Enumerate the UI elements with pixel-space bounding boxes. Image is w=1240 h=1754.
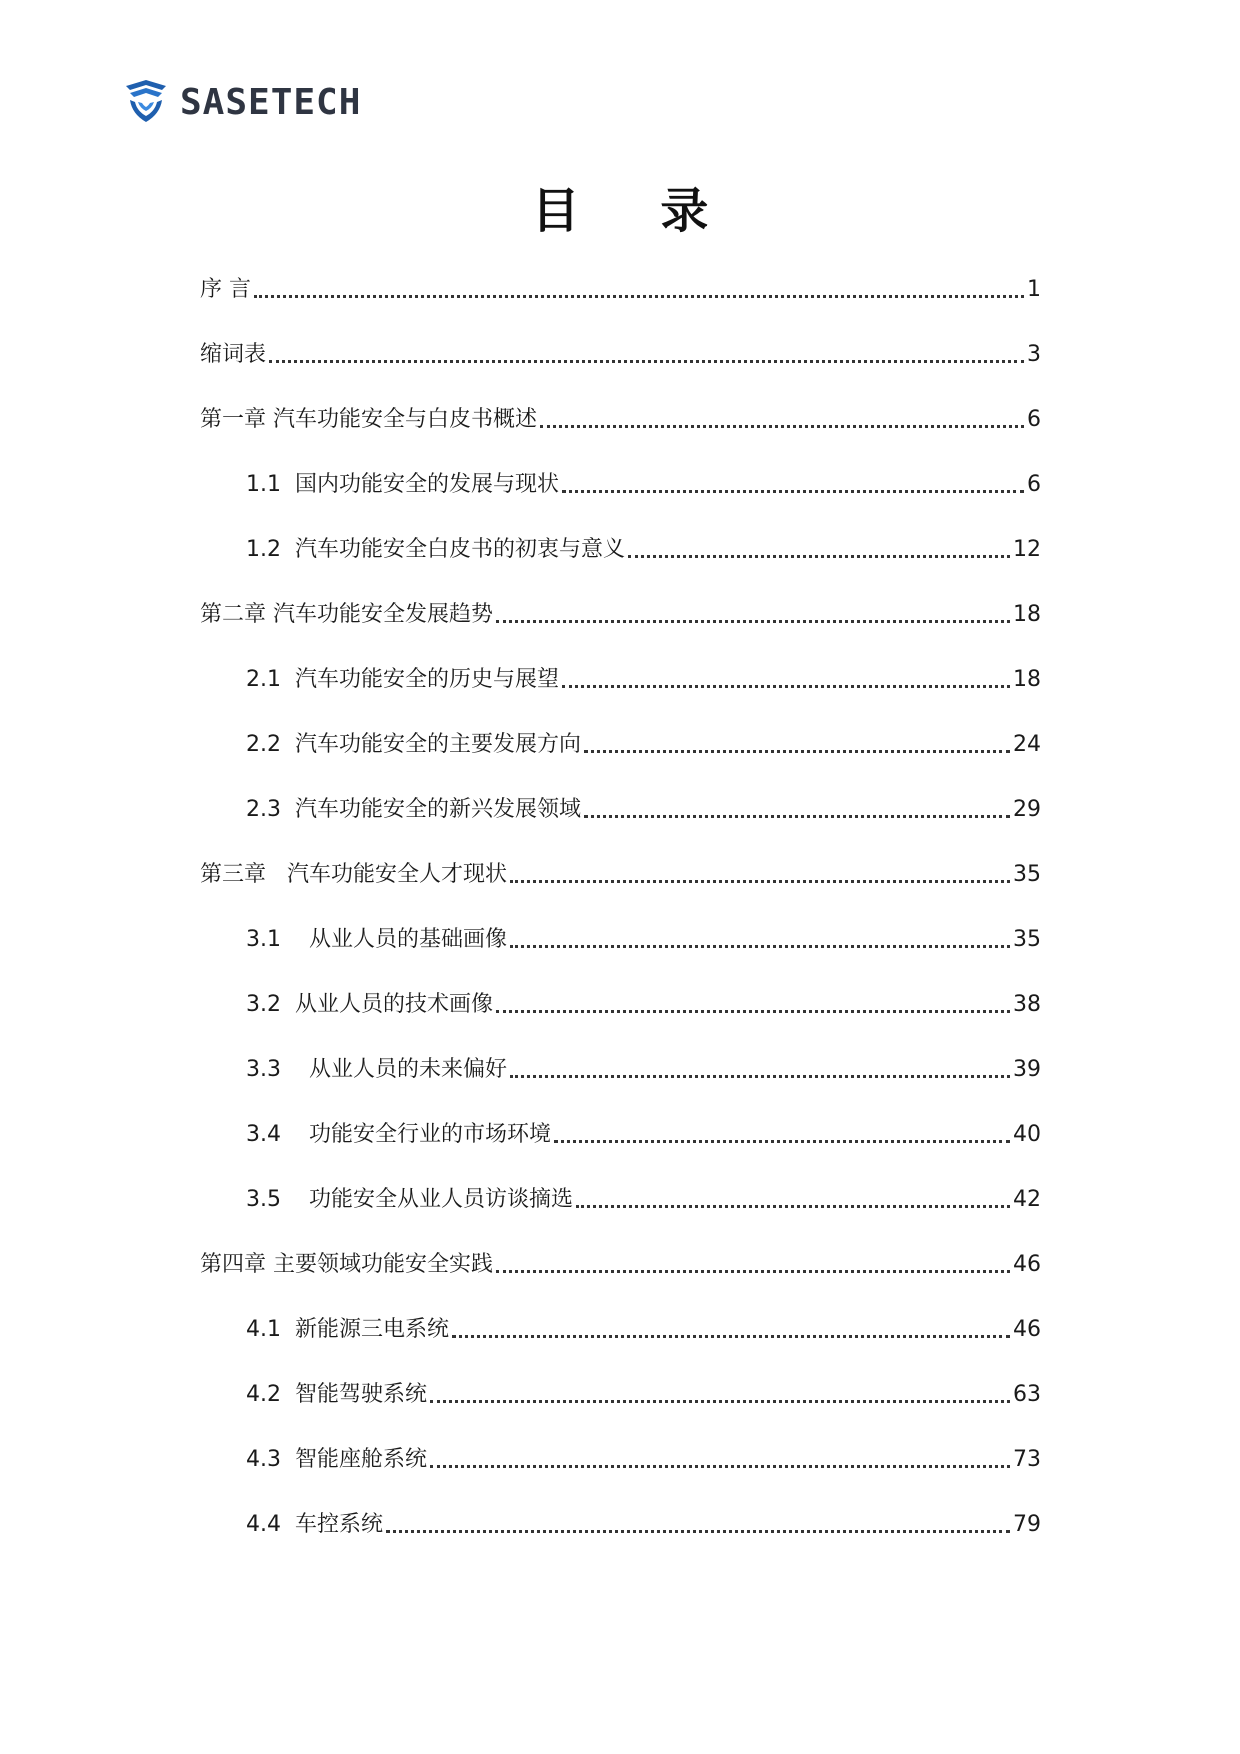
toc-entry-label: 第四章 主要领域功能安全实践 <box>200 1252 493 1277</box>
toc-entry-page-number: 63 <box>1013 1382 1041 1407</box>
toc-entry-page-number: 39 <box>1013 1057 1041 1082</box>
toc-entry-page-number: 24 <box>1013 732 1041 757</box>
toc-entry-label: 4.3 智能座舱系统 <box>246 1447 427 1472</box>
toc-entry[interactable] <box>200 1164 1041 1229</box>
toc-entry-page-number: 29 <box>1013 797 1041 822</box>
toc-dot-leader <box>510 945 1010 948</box>
toc-dot-leader <box>430 1400 1010 1403</box>
toc-dot-leader <box>554 1140 1010 1143</box>
toc-entry-page-number: 46 <box>1013 1252 1041 1277</box>
toc-entry-label: 4.4 车控系统 <box>246 1512 383 1537</box>
toc-entry[interactable] <box>200 1034 1041 1099</box>
toc-entry-page-number: 18 <box>1013 602 1041 627</box>
toc-entry-label: 序 言 <box>200 277 251 302</box>
toc-dot-leader <box>254 295 1024 298</box>
toc-entry-label: 1.2 汽车功能安全白皮书的初衷与意义 <box>246 537 625 562</box>
logo-text: SASETECH <box>180 81 362 123</box>
toc-dot-leader <box>562 490 1024 493</box>
toc-entry-label: 第三章 汽车功能安全人才现状 <box>200 862 507 887</box>
page-title: 目 录 <box>531 183 741 239</box>
toc-dot-leader <box>584 750 1010 753</box>
toc-entry-page-number: 40 <box>1013 1122 1041 1147</box>
toc-entry-page-number: 38 <box>1013 992 1041 1017</box>
toc-entry[interactable] <box>200 709 1041 774</box>
toc-entry-page-number: 46 <box>1013 1317 1041 1342</box>
toc-entry[interactable] <box>200 514 1041 579</box>
toc-dot-leader <box>452 1335 1010 1338</box>
toc-entry-page-number: 42 <box>1013 1187 1041 1212</box>
toc-dot-leader <box>510 1075 1010 1078</box>
toc-entry-label: 第二章 汽车功能安全发展趋势 <box>200 602 493 627</box>
toc-entry-label: 4.1 新能源三电系统 <box>246 1317 449 1342</box>
toc-entry-label: 缩词表 <box>200 342 267 367</box>
toc-entry-label: 4.2 智能驾驶系统 <box>246 1382 427 1407</box>
toc-entry[interactable] <box>200 384 1041 449</box>
toc-entry[interactable] <box>200 449 1041 514</box>
toc-entry-label: 3.5 功能安全从业人员访谈摘选 <box>246 1187 573 1212</box>
toc-entry[interactable] <box>200 1229 1041 1294</box>
toc-entry-label: 3.2 从业人员的技术画像 <box>246 992 493 1017</box>
toc-dot-leader <box>510 880 1010 883</box>
toc-entry[interactable] <box>200 1099 1041 1164</box>
toc-entry-label: 3.1 从业人员的基础画像 <box>246 927 507 952</box>
toc-dot-leader <box>576 1205 1010 1208</box>
toc-dot-leader <box>386 1530 1010 1533</box>
toc-entry-page-number: 35 <box>1013 862 1041 887</box>
toc-entry-label: 3.4 功能安全行业的市场环境 <box>246 1122 551 1147</box>
toc-entry[interactable] <box>200 1294 1041 1359</box>
toc-entry-page-number: 12 <box>1013 537 1041 562</box>
toc-entry-label: 2.3 汽车功能安全的新兴发展领域 <box>246 797 581 822</box>
toc-dot-leader <box>496 1270 1010 1273</box>
company-logo <box>122 78 361 126</box>
toc-entry-label: 2.1 汽车功能安全的历史与展望 <box>246 667 559 692</box>
toc-entry-page-number: 18 <box>1013 667 1041 692</box>
toc-entry[interactable] <box>200 644 1041 709</box>
toc-entry-label: 3.3 从业人员的未来偏好 <box>246 1057 507 1082</box>
toc-entry-label: 第一章 汽车功能安全与白皮书概述 <box>200 407 537 432</box>
toc-dot-leader <box>269 360 1024 363</box>
toc-dot-leader <box>562 685 1010 688</box>
toc-entry[interactable] <box>200 839 1041 904</box>
toc-dot-leader <box>584 815 1010 818</box>
toc-entry[interactable] <box>200 774 1041 839</box>
toc-dot-leader <box>540 425 1024 428</box>
toc-entry-page-number: 1 <box>1027 277 1041 302</box>
toc-entry-label: 2.2 汽车功能安全的主要发展方向 <box>246 732 581 757</box>
toc-entry[interactable] <box>200 254 1041 319</box>
toc-dot-leader <box>628 555 1010 558</box>
toc-entry[interactable] <box>200 904 1041 969</box>
toc-entry[interactable] <box>200 1424 1041 1489</box>
toc-entry[interactable] <box>200 969 1041 1034</box>
toc-entry-page-number: 79 <box>1013 1512 1041 1537</box>
toc-entry[interactable] <box>200 319 1041 384</box>
toc-entry-page-number: 6 <box>1027 407 1041 432</box>
shield-logo-icon <box>122 78 170 126</box>
toc-dot-leader <box>430 1465 1010 1468</box>
toc-entry-page-number: 6 <box>1027 472 1041 497</box>
toc-dot-leader <box>496 620 1010 623</box>
table-of-contents <box>200 254 1041 1554</box>
toc-entry-page-number: 73 <box>1013 1447 1041 1472</box>
toc-entry-page-number: 3 <box>1027 342 1041 367</box>
toc-entry-label: 1.1 国内功能安全的发展与现状 <box>246 472 559 497</box>
toc-dot-leader <box>496 1010 1010 1013</box>
toc-entry[interactable] <box>200 579 1041 644</box>
toc-entry[interactable] <box>200 1489 1041 1554</box>
toc-entry[interactable] <box>200 1359 1041 1424</box>
toc-entry-page-number: 35 <box>1013 927 1041 952</box>
